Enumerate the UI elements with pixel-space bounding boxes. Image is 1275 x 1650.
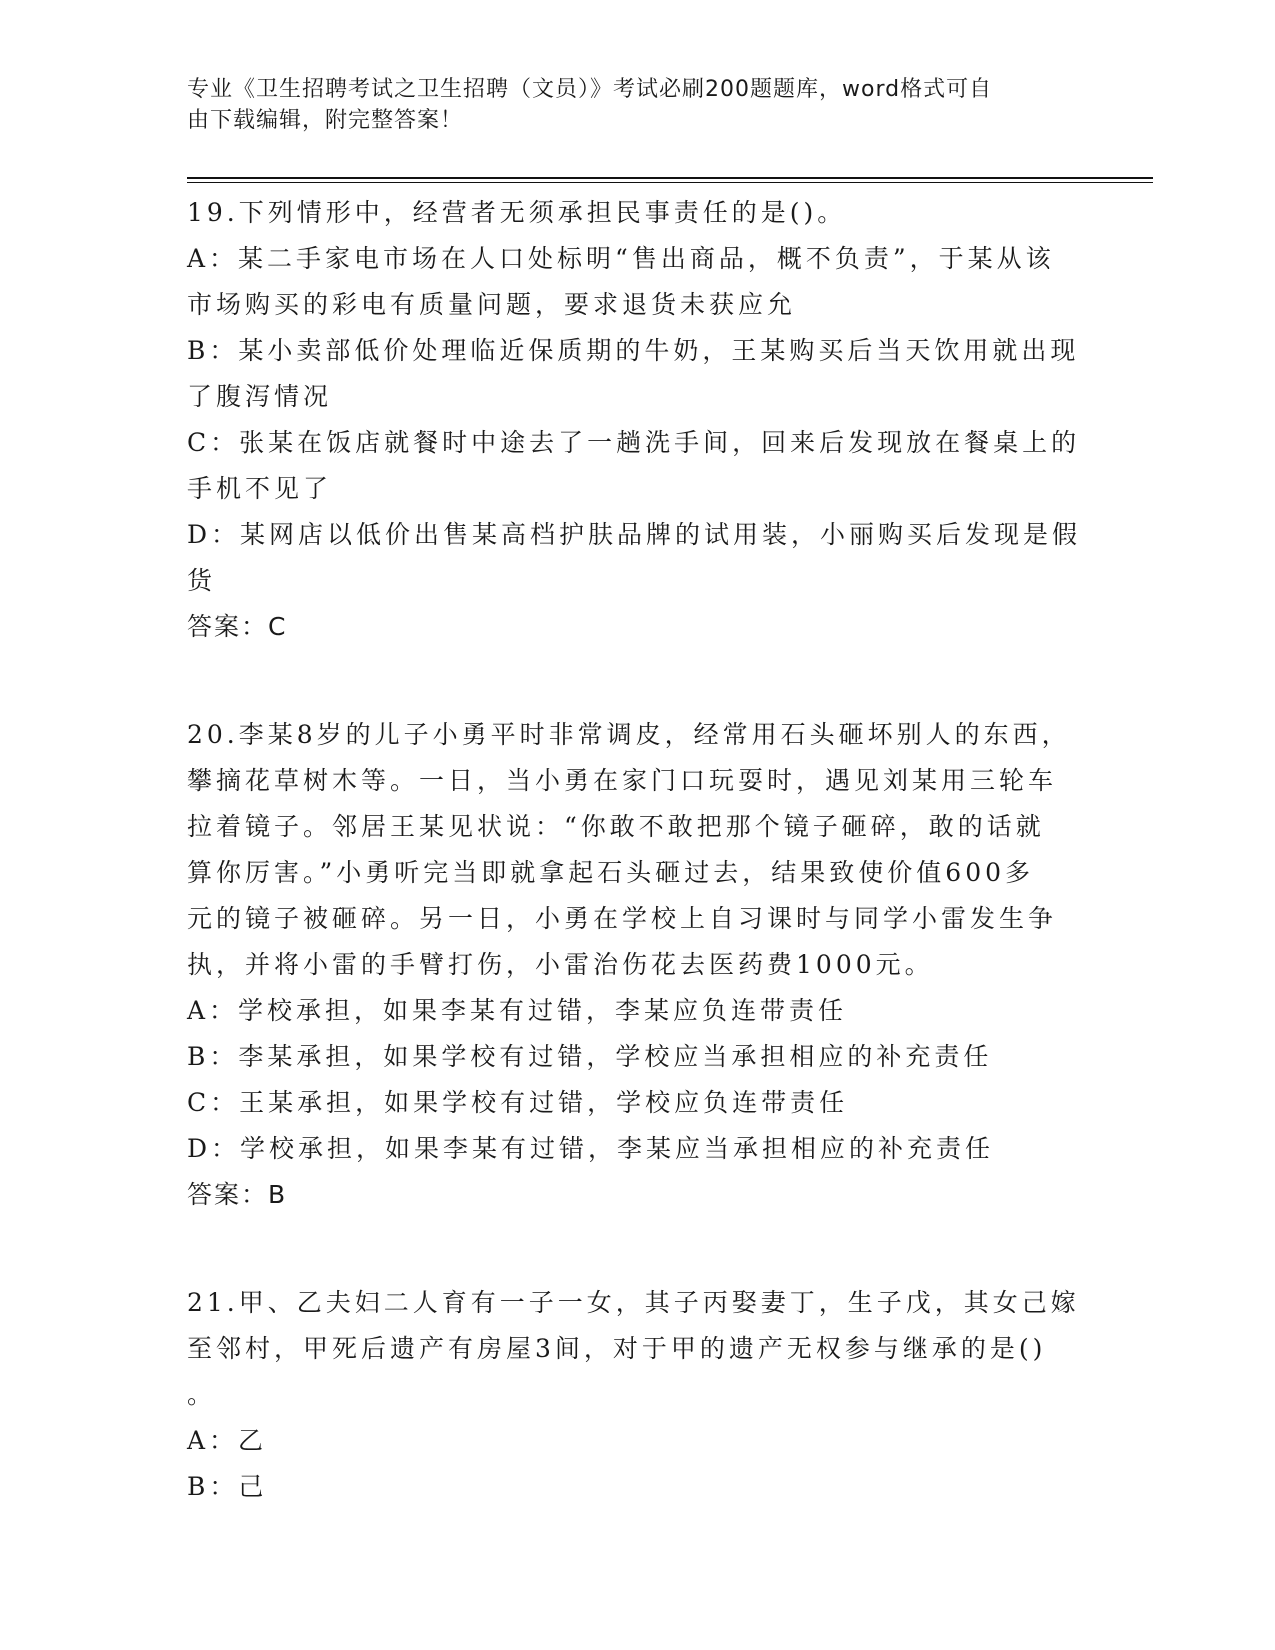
question-stem-line: 20.李某8岁的儿子小勇平时非常调皮，经常用石头砸坏别人的东西， — [187, 720, 1071, 749]
question-stem-line: 执，并将小雷的手臂打伤，小雷治伤花去医药费1000元。 — [187, 950, 934, 979]
question-stem-line: 攀摘花草树木等。一日，当小勇在家门口玩耍时，遇见刘某用三轮车 — [187, 766, 1058, 795]
question-stem-line: 19.下列情形中，经营者无须承担民事责任的是()。 — [187, 198, 847, 227]
option-line: 手机不见了 — [187, 474, 333, 503]
option-line: 了腹泻情况 — [187, 382, 333, 411]
option-b: B：李某承担，如果学校有过错，学校应当承担相应的补充责任 — [187, 1042, 993, 1071]
option-b — [187, 328, 1080, 420]
question-20 — [187, 712, 1077, 1218]
option-line: 货 — [187, 566, 217, 595]
option-line: B：某小卖部低价处理临近保质期的牛奶，王某购买后当天饮用就出现 — [187, 336, 1080, 365]
option-c: C：王某承担，如果学校有过错，学校应负连带责任 — [187, 1088, 849, 1117]
option-d — [187, 512, 1082, 604]
question-stem-line: 拉着镜子。邻居王某见状说：“你敢不敢把那个镜子砸碎，敢的话就 — [187, 812, 1045, 841]
option-line: D：某网店以低价出售某高档护肤品牌的试用装，小丽购买后发现是假 — [187, 520, 1082, 549]
question-stem-line: 至邻村，甲死后遗产有房屋3间，对于甲的遗产无权参与继承的是() — [187, 1334, 1047, 1363]
option-a — [187, 236, 1077, 328]
header-line-1: 专业《卫生招聘考试之卫生招聘（文员）》考试必刷200题题库，word格式可自 — [187, 77, 993, 102]
question-stem-line: 21.甲、乙夫妇二人育有一子一女，其子丙娶妻丁，生子戊，其女己嫁 — [187, 1288, 1080, 1317]
option-line: A：某二手家电市场在人口处标明“售出商品，概不负责”，于某从该 — [187, 244, 1055, 273]
answer-label: 答案：B — [187, 1180, 288, 1209]
question-spacer — [187, 1218, 1077, 1280]
document-header — [187, 74, 1067, 136]
header-divider-thin — [187, 182, 1153, 183]
option-a: A：乙 — [187, 1426, 268, 1455]
answer-label: 答案：C — [187, 612, 288, 641]
question-spacer — [187, 650, 1077, 712]
option-b: B：己 — [187, 1472, 268, 1501]
option-c — [187, 420, 1081, 512]
question-stem-line: 元的镜子被砸碎。另一日，小勇在学校上自习课时与同学小雷发生争 — [187, 904, 1058, 933]
header-divider-thick — [187, 177, 1153, 179]
question-stem-line: 算你厉害。”小勇听完当即就拿起石头砸过去，结果致使价值600多 — [187, 858, 1035, 887]
question-21 — [187, 1280, 1080, 1510]
question-19 — [187, 190, 1082, 650]
header-line-2: 由下载编辑，附完整答案！ — [187, 108, 464, 133]
option-line: C：张某在饭店就餐时中途去了一趟洗手间，回来后发现放在餐桌上的 — [187, 428, 1081, 457]
question-list — [187, 190, 1082, 1510]
option-line: 市场购买的彩电有质量问题，要求退货未获应允 — [187, 290, 797, 319]
option-a: A：学校承担，如果李某有过错，李某应负连带责任 — [187, 996, 848, 1025]
question-stem-line: 。 — [187, 1380, 217, 1409]
option-d: D：学校承担，如果李某有过错，李某应当承担相应的补充责任 — [187, 1134, 995, 1163]
